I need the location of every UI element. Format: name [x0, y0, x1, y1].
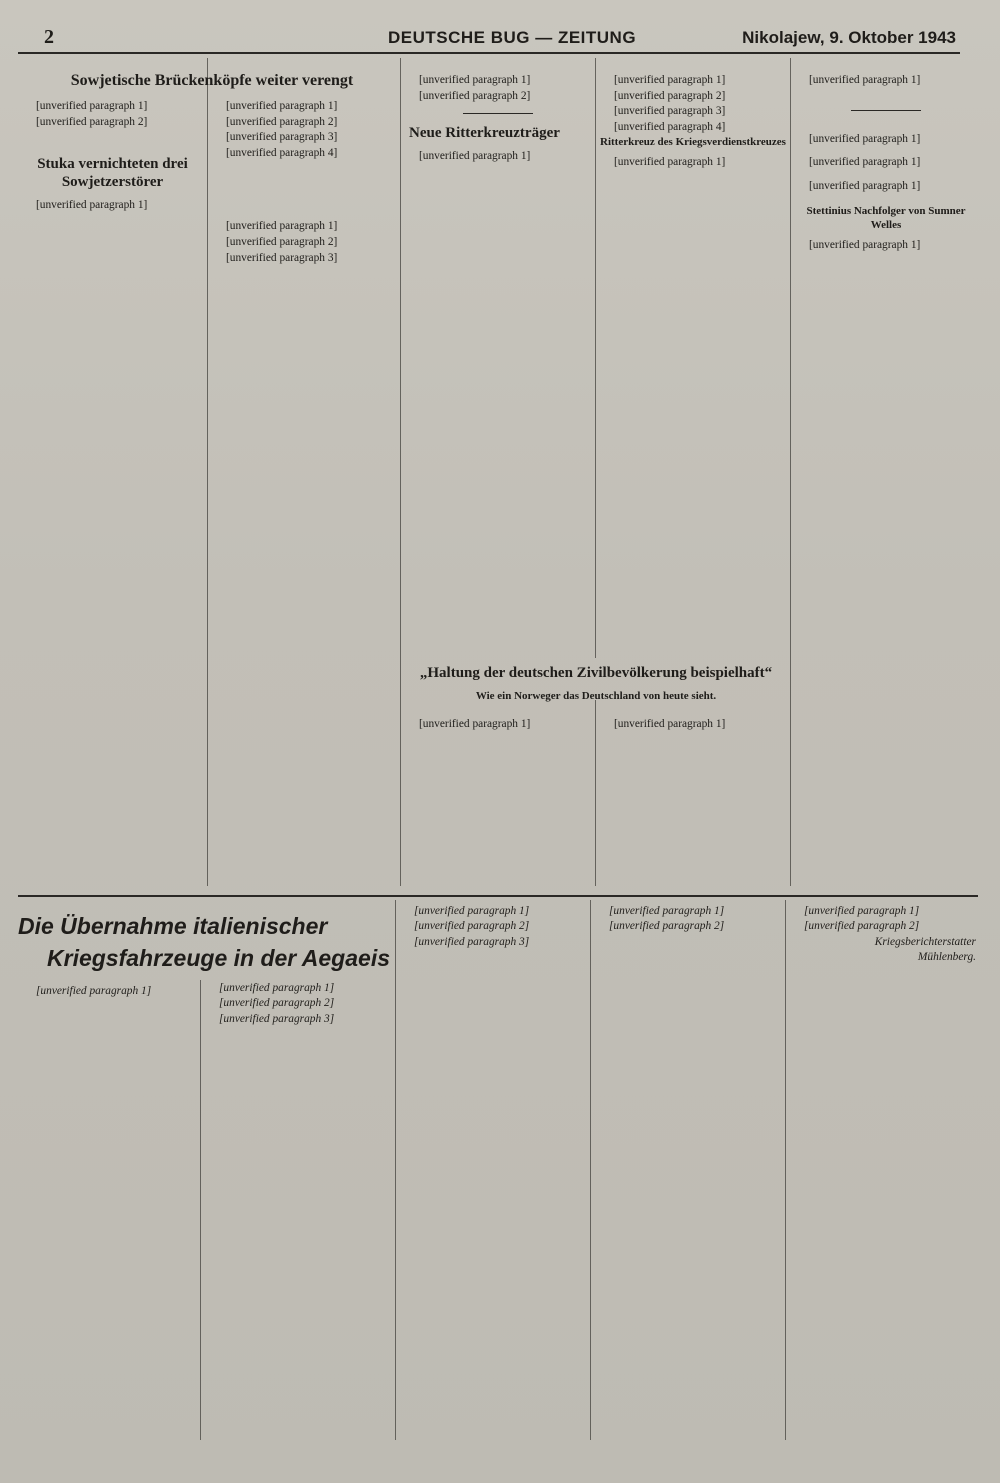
- news-brief: [unverified paragraph 1]: [809, 156, 921, 169]
- column-rule: [590, 900, 591, 1440]
- column-rule: [785, 900, 786, 1440]
- headline-line-2: Kriegsfahrzeuge in der Aegaeis: [47, 945, 390, 971]
- column-1: [22, 100, 203, 890]
- article-paragraph: [unverified paragraph 1]: [219, 982, 335, 994]
- issue-date: Nikolajew, 9. Oktober 1943: [742, 28, 956, 47]
- masthead: [18, 26, 960, 54]
- column-rule: [595, 58, 596, 658]
- bottom-column-4: [595, 905, 781, 1440]
- news-brief: [unverified paragraph 1]: [809, 179, 921, 192]
- article-1-headline-box: [22, 64, 402, 98]
- article-paragraph: [unverified paragraph 1]: [614, 74, 726, 86]
- article-paragraph: [unverified paragraph 3]: [414, 935, 530, 948]
- article-paragraph: [unverified paragraph 3]: [226, 251, 338, 264]
- article-paragraph: [unverified paragraph 1]: [419, 150, 531, 163]
- column-3-lower: [405, 718, 591, 886]
- column-4-lower: [600, 718, 786, 886]
- article-paragraph: [unverified paragraph 1]: [226, 220, 338, 233]
- article-headline: „Haltung der deutschen Zivilbevölkerung beispielhaft“: [419, 665, 773, 681]
- article-paragraph: [unverified paragraph 1]: [609, 905, 725, 917]
- column-rule: [595, 700, 596, 886]
- column-4: [600, 74, 786, 654]
- article-paragraph: [unverified paragraph 2]: [226, 115, 338, 128]
- article-paragraph: [unverified paragraph 2]: [614, 89, 726, 102]
- column-5: [795, 74, 977, 888]
- bottom-column-5: [790, 905, 976, 1440]
- separator-rule: [851, 110, 921, 111]
- article-paragraph: [unverified paragraph 1]: [414, 905, 530, 917]
- article-paragraph: [unverified paragraph 1]: [614, 718, 726, 730]
- article-headline: Sowjetische Brückenköpfe weiter verengt: [70, 72, 354, 89]
- bottom-article-headline: [18, 910, 398, 974]
- column-3: [405, 74, 591, 702]
- separator-rule: [463, 113, 533, 114]
- article-paragraph: [unverified paragraph 1]: [226, 100, 338, 112]
- article-paragraph: [unverified paragraph 2]: [609, 920, 725, 933]
- article-paragraph: [unverified paragraph 3]: [614, 105, 726, 118]
- article-paragraph: [unverified paragraph 2]: [219, 997, 335, 1010]
- column-rule: [790, 58, 791, 886]
- article-headline: Neue Ritterkreuzträger: [409, 125, 560, 142]
- page-number: 2: [44, 26, 54, 48]
- article-paragraph: [unverified paragraph 2]: [804, 920, 920, 933]
- headline-line-1: Die Übernahme italienischer: [18, 913, 328, 939]
- bottom-column-2: [205, 982, 391, 1440]
- column-rule: [395, 900, 396, 1440]
- section-divider: [18, 895, 978, 897]
- brief-headline: Stettinius Nachfolger von Sumner Welles: [806, 205, 966, 231]
- author-name: Mühlenberg.: [917, 951, 976, 964]
- bottom-column-1: [22, 985, 196, 1440]
- article-paragraph: [unverified paragraph 1]: [36, 100, 148, 112]
- article-paragraph: [unverified paragraph 3]: [219, 1012, 335, 1025]
- article-paragraph: [unverified paragraph 1]: [419, 74, 531, 86]
- article-headline: Stuka vernichteten drei Sowjetzerstörer: [37, 156, 188, 191]
- article-paragraph: [unverified paragraph 4]: [226, 146, 338, 159]
- newspaper-title: DEUTSCHE BUG — ZEITUNG: [388, 28, 637, 47]
- article-paragraph: [unverified paragraph 1]: [809, 74, 921, 86]
- column-rule: [400, 58, 401, 886]
- article-paragraph: [unverified paragraph 1]: [36, 985, 152, 997]
- bottom-column-3: [400, 905, 586, 1440]
- article-paragraph: [unverified paragraph 1]: [614, 155, 726, 168]
- article-paragraph: [unverified paragraph 1]: [36, 199, 148, 212]
- article-paragraph: [unverified paragraph 1]: [804, 905, 920, 917]
- article-subhead: Wie ein Norweger das Deutschland von heute sieht.: [475, 690, 717, 702]
- article-paragraph: [unverified paragraph 2]: [419, 89, 531, 102]
- news-brief: [unverified paragraph 1]: [809, 132, 921, 145]
- article-paragraph: [unverified paragraph 4]: [614, 120, 726, 133]
- section-subhead: Ritterkreuz des Kriegsverdienstkreuzes: [600, 136, 786, 149]
- article-paragraph: [unverified paragraph 2]: [36, 115, 148, 128]
- author-credit: Kriegsberichterstatter: [874, 935, 976, 948]
- column-rule: [207, 58, 208, 886]
- article-paragraph: [unverified paragraph 2]: [226, 235, 338, 248]
- column-rule: [200, 980, 201, 1440]
- news-brief: [unverified paragraph 1]: [809, 238, 921, 251]
- article-paragraph: [unverified paragraph 2]: [414, 920, 530, 933]
- article-paragraph: [unverified paragraph 1]: [419, 718, 531, 730]
- article-4-headline-box: [405, 656, 787, 716]
- column-2: [212, 100, 397, 890]
- article-paragraph: [unverified paragraph 3]: [226, 131, 338, 144]
